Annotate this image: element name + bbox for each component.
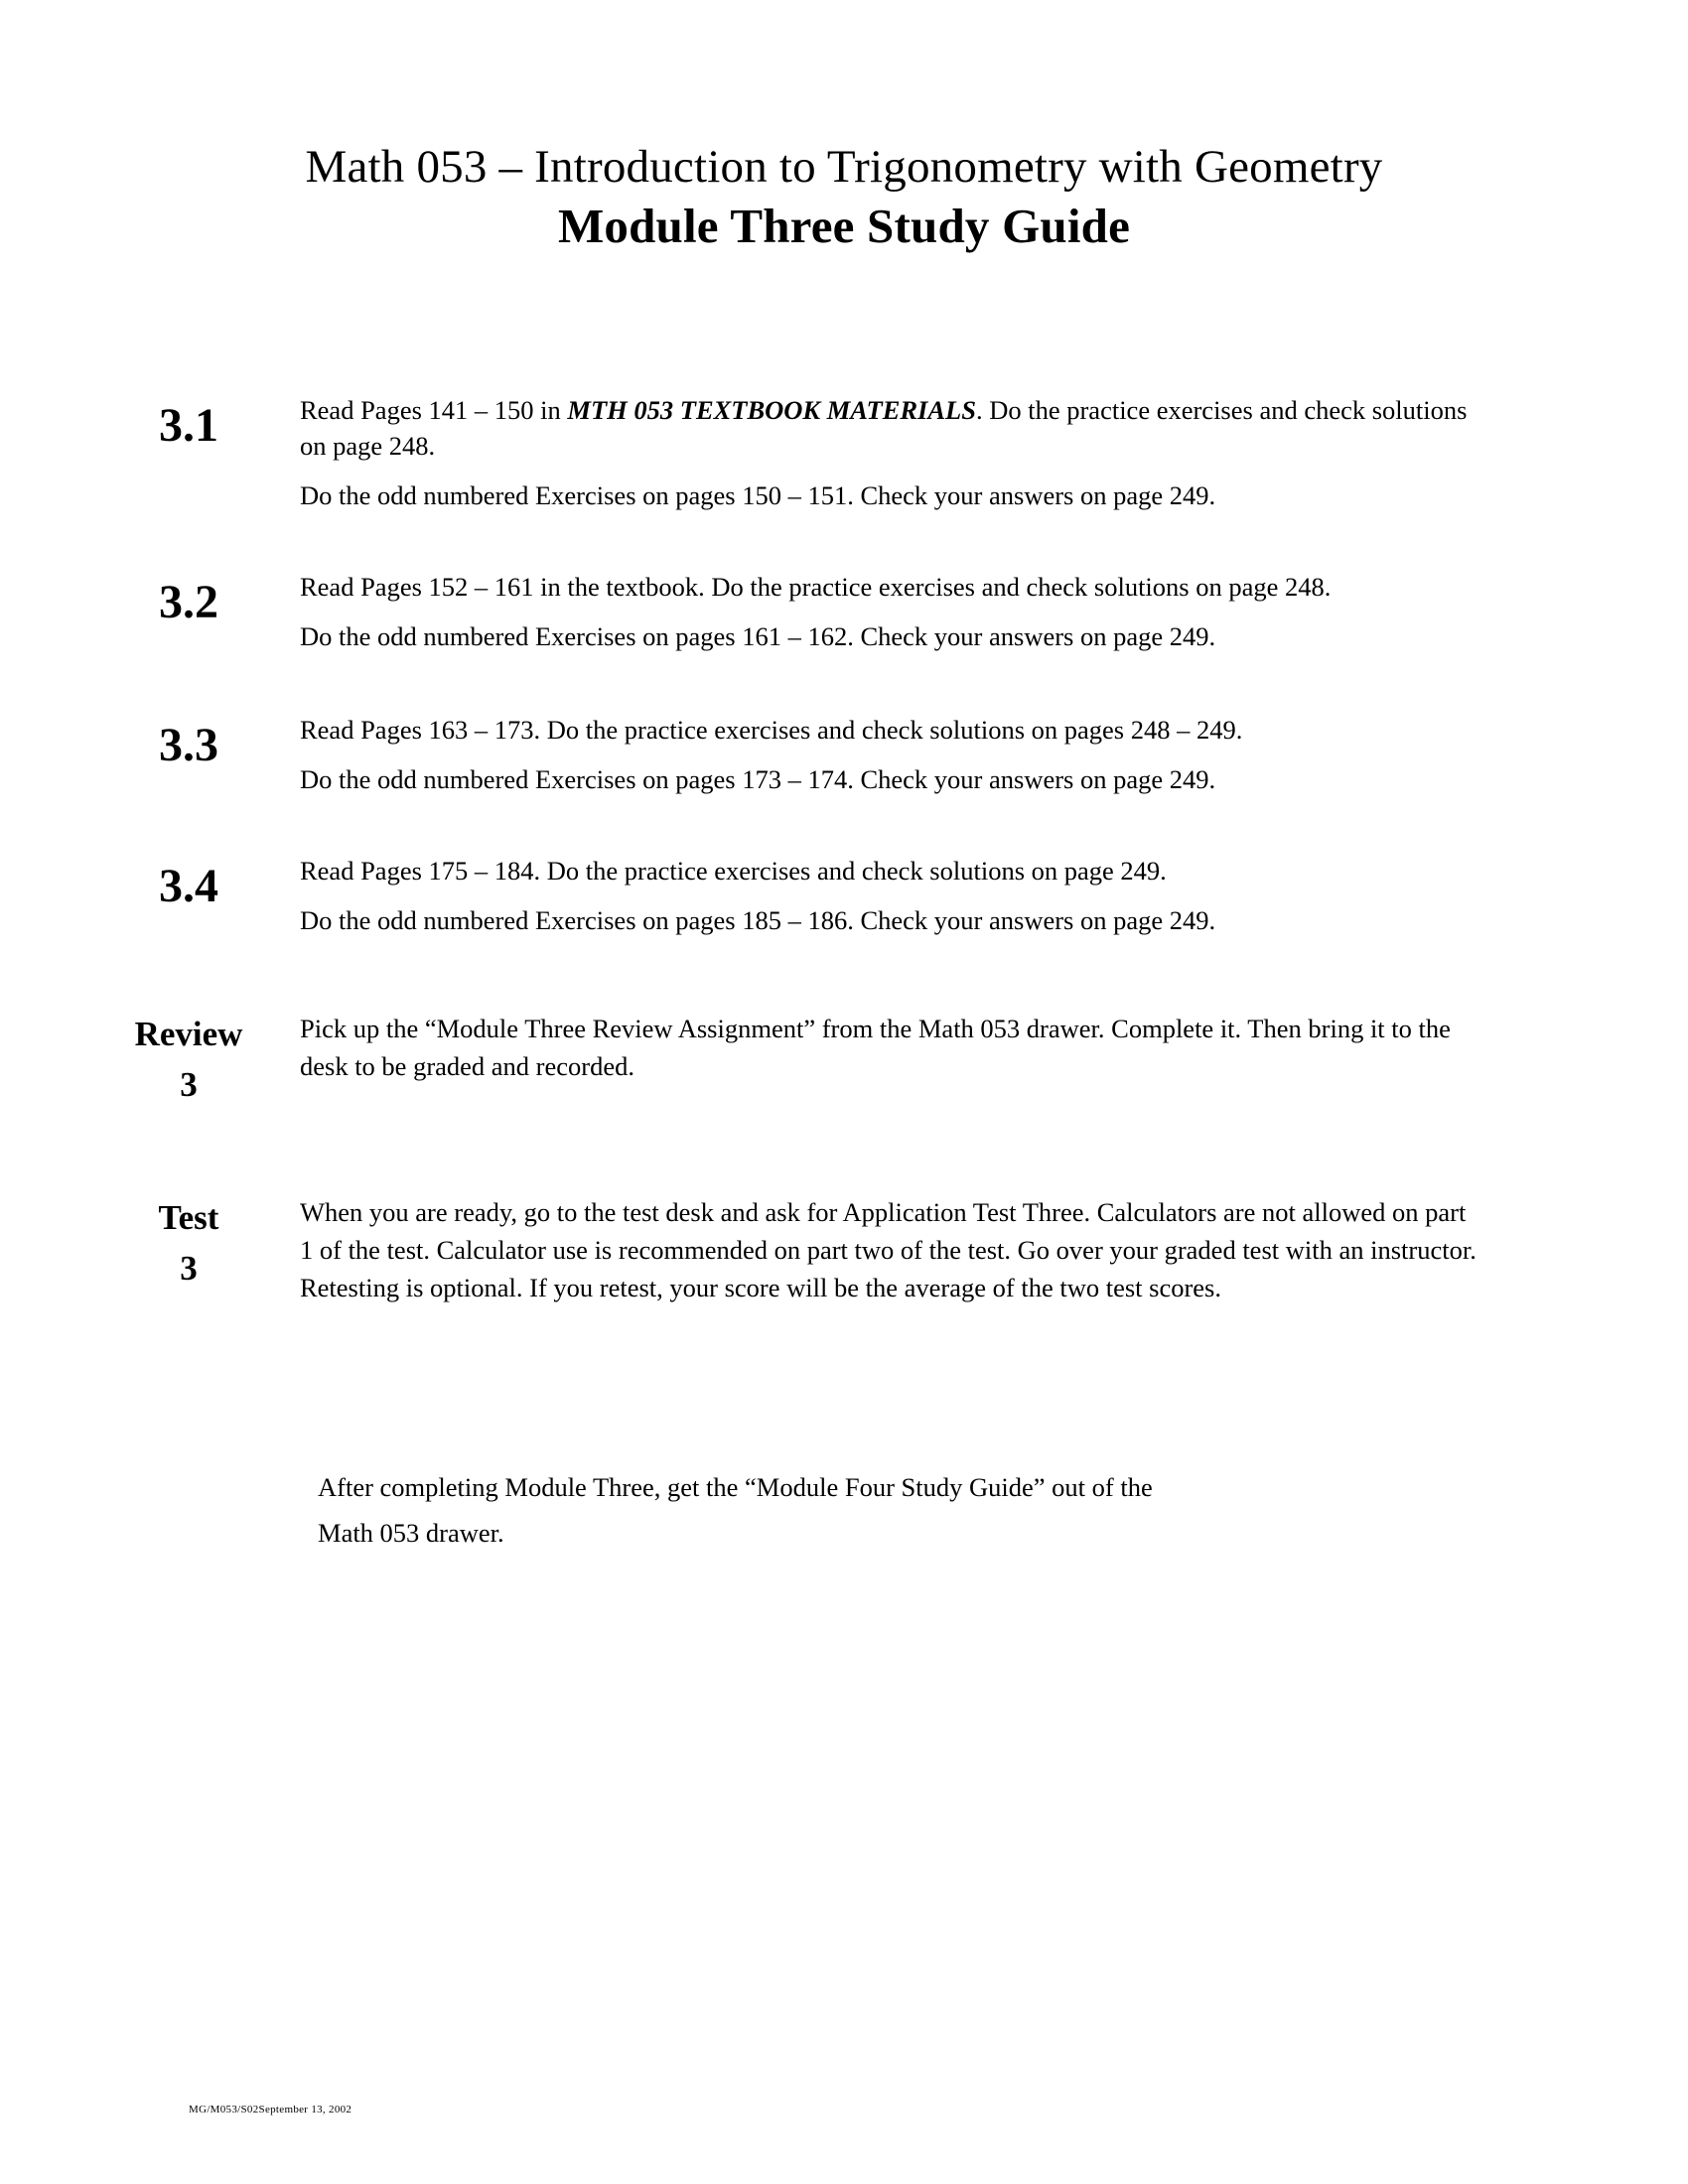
- review-label-number: 3: [180, 1064, 198, 1104]
- section-3-4-paragraph-1: Read Pages 175 – 184. Do the practice exercises and check solutions on page 249.: [300, 856, 1167, 886]
- document-title-block: [0, 139, 1688, 256]
- closing-line-1: After completing Module Three, get the “Module Four Study Guide” out of the: [318, 1472, 1153, 1502]
- review-paragraph-1: Pick up the “Module Three Review Assignment” from the Math 053 drawer. Complete it. Then bring it to the desk to be graded and recorded.: [300, 1014, 1451, 1081]
- section-label-3-1: 3.1: [159, 399, 218, 452]
- section-3-2-paragraph-1: Read Pages 152 – 161 in the textbook. Do the practice exercises and check solutions on page 248.: [300, 572, 1332, 602]
- test-paragraph-1: When you are ready, go to the test desk and ask for Application Test Three. Calculators are not allowed on part 1 of the test. Calculator use is recommended on part two of the test. Go over your graded test with an instructor. Retesting is optional. If you retest, your score will be the average of the two test scores.: [300, 1197, 1477, 1302]
- section-body-3-3: [268, 712, 1688, 797]
- review-label-word: Review: [134, 1015, 243, 1053]
- section-list: [0, 392, 1688, 1306]
- textbook-title-emphasis: MTH 053 TEXTBOOK MATERIALS: [567, 395, 976, 425]
- section-3-2-paragraph-2: Do the odd numbered Exercises on pages 161 – 162. Check your answers on page 249.: [300, 621, 1216, 651]
- section-label-review-3: [109, 1010, 268, 1104]
- page-title: Module Three Study Guide: [557, 199, 1131, 253]
- test-label-word: Test: [158, 1198, 219, 1237]
- section-body-3-2: [268, 569, 1688, 654]
- section-label-3-2: 3.2: [159, 576, 218, 628]
- section-3-4-paragraph-2: Do the odd numbered Exercises on pages 185 – 186. Check your answers on page 249.: [300, 905, 1216, 935]
- section-label-3-3: 3.3: [159, 719, 218, 771]
- section-label-3-4: 3.4: [159, 860, 218, 912]
- section-3-1-text-post: . Do the practice exercises and check solutions on page 248.: [300, 395, 1468, 461]
- section-body-test-3: [268, 1193, 1688, 1306]
- section-3-1-paragraph-1: [300, 392, 1479, 464]
- section-row-review-3: [0, 1010, 1688, 1104]
- section-row-3-2: [0, 569, 1688, 654]
- section-row-3-1: [0, 392, 1688, 513]
- section-3-3-paragraph-1: Read Pages 163 – 173. Do the practice exercises and check solutions on pages 248 – 249.: [300, 715, 1243, 745]
- section-row-3-4: [0, 853, 1688, 938]
- section-3-1-text-pre: Read Pages 141 – 150 in: [300, 395, 568, 425]
- test-label-number: 3: [180, 1248, 198, 1288]
- section-row-3-3: [0, 712, 1688, 797]
- section-3-1-paragraph-2: Do the odd numbered Exercises on pages 150 – 151. Check your answers on page 249.: [300, 480, 1216, 510]
- closing-note: [318, 1464, 1420, 1556]
- section-row-test-3: [0, 1193, 1688, 1306]
- section-body-3-1: [268, 392, 1688, 513]
- course-title: Math 053 – Introduction to Trigonometry with Geometry: [305, 141, 1383, 193]
- section-3-3-paragraph-2: Do the odd numbered Exercises on pages 173 – 174. Check your answers on page 249.: [300, 764, 1216, 794]
- section-body-3-4: [268, 853, 1688, 938]
- section-body-review-3: [268, 1010, 1688, 1085]
- document-footer: MG/M053/S02September 13, 2002: [189, 2104, 352, 2116]
- section-label-test-3: [109, 1193, 268, 1288]
- closing-line-2: Math 053 drawer.: [318, 1518, 504, 1548]
